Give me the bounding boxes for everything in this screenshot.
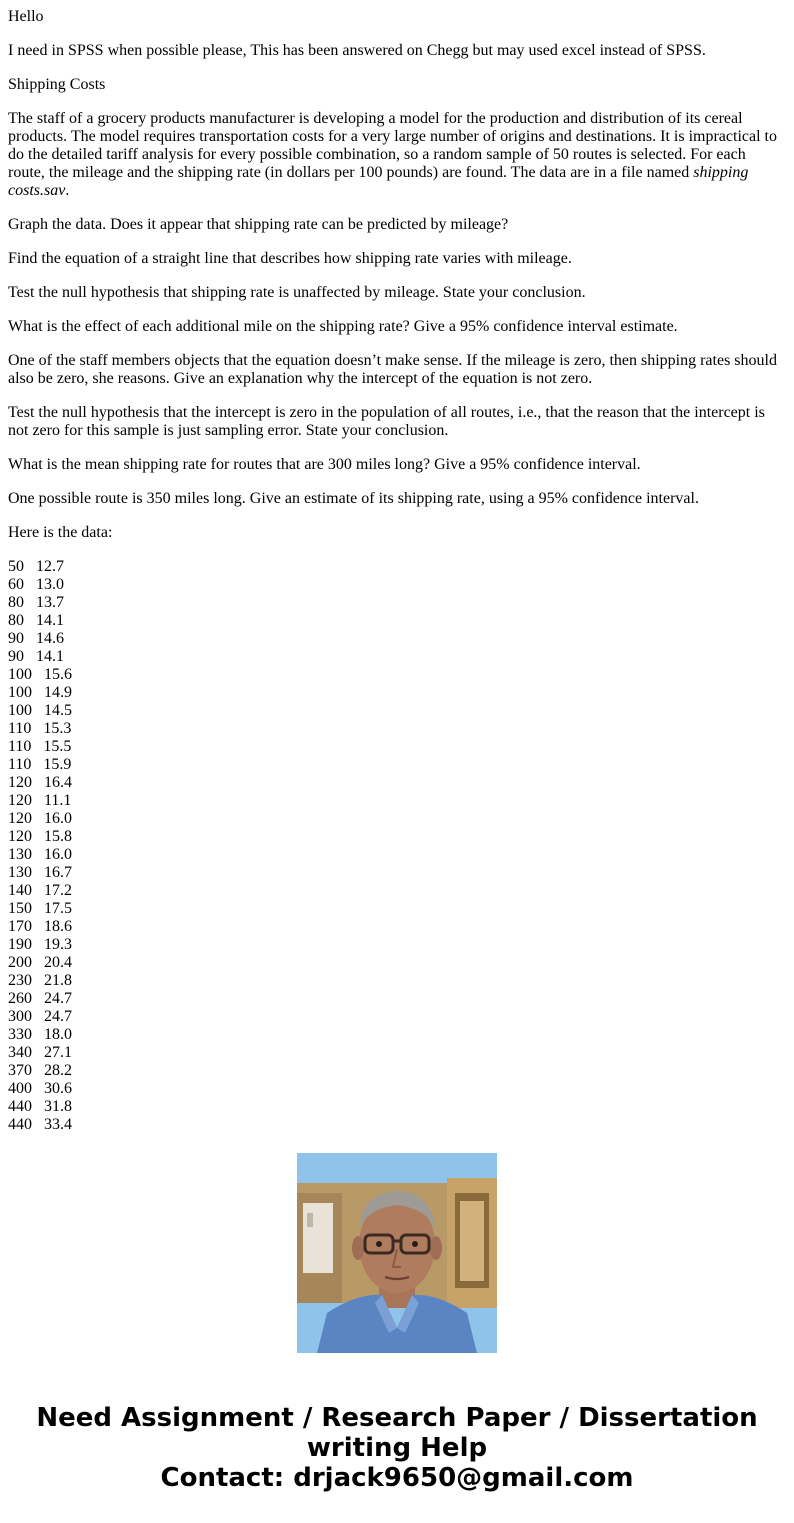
data-rate: 16.0	[44, 810, 72, 827]
data-mileage: 230	[8, 972, 32, 989]
data-rate: 13.7	[36, 594, 64, 611]
data-rate: 14.1	[36, 648, 64, 665]
footer-banner	[0, 1403, 794, 1493]
data-mileage: 110	[8, 756, 32, 773]
data-row	[8, 1098, 786, 1116]
data-row	[8, 846, 786, 864]
data-rate: 17.5	[44, 900, 72, 917]
intro-paragraph	[8, 110, 786, 200]
data-mileage: 260	[8, 990, 32, 1007]
author-avatar	[297, 1153, 497, 1353]
data-row	[8, 630, 786, 648]
data-mileage: 130	[8, 846, 32, 863]
question-1: Graph the data. Does it appear that shipping rate can be predicted by mileage?	[8, 216, 509, 233]
data-rate: 12.7	[36, 558, 64, 575]
data-row	[8, 882, 786, 900]
data-row	[8, 918, 786, 936]
data-row	[8, 936, 786, 954]
article-content	[8, 8, 786, 1133]
question-7: What is the mean shipping rate for routes that are 300 miles long? Give a 95% confidence interval.	[8, 456, 641, 473]
intro-text: The staff of a grocery products manufacturer is developing a model for the production and distribution of its cereal products. The model requires transportation costs for a very large number of origins and destinations. It is impractical to do the detailed tariff analysis for every possible combination, so a random sample of 50 routes is selected. For each route, the mileage and the shipping rate (in dollars per 100 pounds) are found. The data are in a file named	[8, 110, 777, 181]
data-row	[8, 1116, 786, 1134]
data-row	[8, 720, 786, 738]
data-mileage: 110	[8, 720, 32, 737]
data-rate: 24.7	[44, 1008, 72, 1025]
data-row	[8, 828, 786, 846]
data-rate: 33.4	[44, 1116, 72, 1133]
data-mileage: 110	[8, 738, 32, 755]
question-5: One of the staff members objects that the equation doesn’t make sense. If the mileage is zero, then shipping rates should also be zero, she reasons. Give an explanation why the intercept of the equation is not zero.	[8, 352, 777, 387]
data-mileage: 100	[8, 666, 32, 683]
question-3: Test the null hypothesis that shipping rate is unaffected by mileage. State your conclusion.	[8, 284, 586, 301]
data-rate: 15.9	[43, 756, 72, 773]
data-row	[8, 954, 786, 972]
data-row	[8, 576, 786, 594]
footer-contact: Contact: drjack9650@gmail.com	[160, 1463, 634, 1493]
data-mileage: 170	[8, 918, 32, 935]
data-row	[8, 612, 786, 630]
data-mileage: 80	[8, 612, 24, 629]
data-row	[8, 774, 786, 792]
data-mileage: 50	[8, 558, 24, 575]
data-row	[8, 558, 786, 576]
data-mileage: 60	[8, 576, 24, 593]
data-rate: 21.8	[44, 972, 72, 989]
data-row	[8, 990, 786, 1008]
data-row	[8, 702, 786, 720]
data-rate: 14.1	[36, 612, 64, 629]
data-row	[8, 756, 786, 774]
data-mileage: 440	[8, 1098, 32, 1115]
data-row	[8, 594, 786, 612]
data-row	[8, 1080, 786, 1098]
data-mileage: 400	[8, 1080, 32, 1097]
data-row	[8, 972, 786, 990]
data-mileage: 370	[8, 1062, 32, 1079]
data-filename: shipping costs.sav	[8, 164, 749, 199]
data-rate: 16.7	[44, 864, 72, 881]
data-rate: 14.9	[44, 684, 72, 701]
question-4: What is the effect of each additional mile on the shipping rate? Give a 95% confidence interval estimate.	[8, 318, 678, 335]
question-8: One possible route is 350 miles long. Give an estimate of its shipping rate, using a 95% confidence interval.	[8, 490, 699, 507]
data-row	[8, 864, 786, 882]
data-row	[8, 792, 786, 810]
data-mileage: 440	[8, 1116, 32, 1133]
data-mileage: 100	[8, 702, 32, 719]
data-mileage: 300	[8, 1008, 32, 1025]
data-rate: 18.0	[44, 1026, 72, 1043]
data-mileage: 80	[8, 594, 24, 611]
question-2: Find the equation of a straight line that describes how shipping rate varies with mileage.	[8, 250, 572, 267]
data-rate: 11.1	[44, 792, 72, 809]
data-mileage: 120	[8, 774, 32, 791]
intro-end: .	[65, 182, 70, 199]
data-rate: 30.6	[44, 1080, 72, 1097]
data-rate: 28.2	[44, 1062, 72, 1079]
data-mileage: 130	[8, 864, 32, 881]
data-rate: 18.6	[44, 918, 72, 935]
data-row	[8, 1044, 786, 1062]
data-rate: 16.0	[44, 846, 72, 863]
data-row	[8, 1062, 786, 1080]
data-row	[8, 684, 786, 702]
data-mileage: 340	[8, 1044, 32, 1061]
data-rate: 14.6	[36, 630, 64, 647]
data-row	[8, 810, 786, 828]
data-row	[8, 666, 786, 684]
data-rate: 15.3	[43, 720, 72, 737]
data-mileage: 120	[8, 828, 32, 845]
footer-line-2: writing Help	[306, 1433, 488, 1463]
data-mileage: 140	[8, 882, 32, 899]
request-text: I need in SPSS when possible please, This has been answered on Chegg but may used excel instead of SPSS.	[8, 42, 706, 59]
data-row	[8, 648, 786, 666]
data-rate: 15.5	[43, 738, 72, 755]
data-mileage: 190	[8, 936, 32, 953]
section-title: Shipping Costs	[8, 76, 106, 93]
greeting-text: Hello	[8, 8, 44, 25]
data-rate: 19.3	[44, 936, 72, 953]
data-intro: Here is the data:	[8, 524, 113, 541]
data-mileage: 120	[8, 810, 32, 827]
data-row	[8, 1026, 786, 1044]
question-6: Test the null hypothesis that the intercept is zero in the population of all routes, i.e., that the reason that the intercept is not zero for this sample is just sampling error. State your conclusion.	[8, 404, 765, 439]
data-mileage: 90	[8, 648, 24, 665]
data-rate: 14.5	[44, 702, 72, 719]
data-mileage: 100	[8, 684, 32, 701]
data-rate: 24.7	[44, 990, 72, 1007]
footer-line-1: Need Assignment / Research Paper / Dissertation	[36, 1403, 758, 1433]
data-row	[8, 738, 786, 756]
data-rate: 17.2	[44, 882, 72, 899]
data-mileage: 150	[8, 900, 32, 917]
data-rate: 16.4	[44, 774, 72, 791]
data-row	[8, 900, 786, 918]
data-rate: 15.6	[44, 666, 72, 683]
data-row	[8, 1008, 786, 1026]
data-mileage: 120	[8, 792, 32, 809]
data-rate: 27.1	[44, 1044, 72, 1061]
data-rate: 13.0	[36, 576, 64, 593]
data-rate: 31.8	[44, 1098, 72, 1115]
author-photo	[297, 1153, 497, 1353]
data-mileage: 330	[8, 1026, 32, 1043]
data-mileage: 200	[8, 954, 32, 971]
data-rate: 15.8	[44, 828, 72, 845]
data-list	[8, 558, 786, 1134]
data-rate: 20.4	[44, 954, 72, 971]
data-mileage: 90	[8, 630, 24, 647]
